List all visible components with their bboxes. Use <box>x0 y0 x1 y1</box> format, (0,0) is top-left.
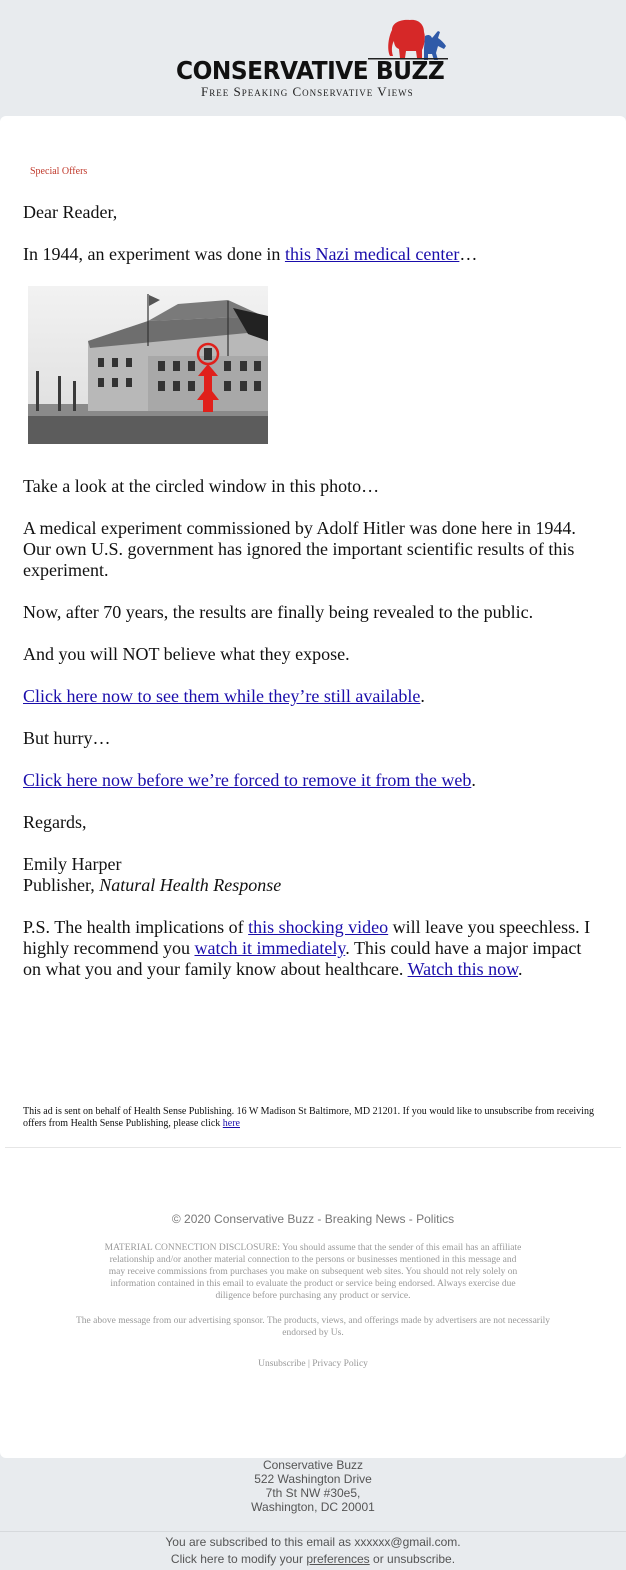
cta-paragraph-1 <box>23 686 598 707</box>
intro-paragraph <box>23 244 598 265</box>
material-disclosure: MATERIAL CONNECTION DISCLOSURE: You should assume that the sender of this email has an affiliate relationship and/or another material connection to the persons or businesses mentioned in this message and may receive commissions from purchases you make on subsequent web sites. You should not rely solely on information contained in this email to evaluate the product or service being endorsed. Always exercise due diligence before purchasing any product or service. <box>104 1243 522 1301</box>
ps-period: . <box>517 959 523 979</box>
unsubscribe-text: or unsubscribe. <box>369 1552 456 1566</box>
hurry-paragraph: But hurry… <box>23 728 111 748</box>
email-card <box>0 116 626 1458</box>
expose-paragraph: And you will NOT believe what they expose. <box>23 644 350 664</box>
cta-link-see-them[interactable]: Click here now to see them while they’re still available <box>23 686 421 706</box>
sender-name: Emily Harper <box>23 854 122 874</box>
intro-text: In 1944, an experiment was done in <box>23 244 285 264</box>
look-paragraph: Take a look at the circled window in this photo… <box>23 476 380 496</box>
copyright: © 2020 Conservative Buzz - Breaking News - Politics <box>171 1212 455 1226</box>
modify-text: Click here to modify your <box>170 1552 307 1566</box>
experiment-paragraph: A medical experiment commissioned by Adolf Hitler was done here in 1944. Our own U.S. government has ignored the important scientific results of this experiment. <box>23 518 576 580</box>
subscribed-email-line: You are subscribed to this email as xxxxxx@gmail.com. <box>165 1535 461 1549</box>
logo-tagline: Free Speaking Conservative Views <box>201 84 414 99</box>
regards: Regards, <box>23 812 87 832</box>
sponsor-legal-notice <box>23 1106 603 1129</box>
special-offers-label: Special Offers <box>30 166 88 177</box>
divider <box>5 1147 621 1148</box>
address-line-4: Washington, DC 20001 <box>251 1500 375 1514</box>
logo[interactable] <box>174 18 454 100</box>
shocking-video-link[interactable]: this shocking video <box>248 917 389 937</box>
ps-text-2: will leave you speechless. I highly recommend you <box>23 917 591 958</box>
revealed-paragraph: Now, after 70 years, the results are finally being revealed to the public. <box>23 602 534 622</box>
mailing-address <box>0 1458 626 1514</box>
footer-links <box>0 1359 626 1369</box>
building-photo[interactable] <box>28 286 268 444</box>
preferences-link[interactable]: preferences <box>306 1552 370 1566</box>
ps-text-1: P.S. The health implications of <box>23 917 249 937</box>
link-separator: | <box>305 1359 313 1369</box>
ps-paragraph <box>23 917 598 980</box>
intro-ellipsis: … <box>459 244 478 264</box>
subscription-notice <box>0 1534 626 1568</box>
address-line-2: 522 Washington Drive <box>254 1472 372 1486</box>
privacy-policy-link[interactable]: Privacy Policy <box>312 1359 368 1369</box>
nazi-medical-center-link[interactable]: this Nazi medical center <box>284 244 460 264</box>
logo-title: CONSERVATIVE BUZZ <box>176 56 445 85</box>
cta-paragraph-2 <box>23 770 598 791</box>
cta-link-before-removed[interactable]: Click here now before we’re forced to remove it from the web <box>23 770 472 790</box>
address-line-3: 7th St NW #30e5, <box>265 1486 361 1500</box>
greeting: Dear Reader, <box>23 202 118 222</box>
modify-line <box>0 1551 626 1568</box>
cta1-period: . <box>420 686 425 706</box>
subscription-divider <box>0 1531 626 1532</box>
sender-role: Publisher, <box>23 875 100 895</box>
legal-text: This ad is sent on behalf of Health Sense Publishing. 16 W Madison St Baltimore, MD 21201. If you would like to unsubscribe from receiving offers from Health Sense Publishing, please click <box>23 1106 594 1129</box>
unsubscribe-here-link[interactable]: here <box>222 1117 240 1129</box>
cta2-period: . <box>471 770 476 790</box>
sender-title <box>23 875 598 896</box>
sponsor-disclaimer: The above message from our advertising sponsor. The products, views, and offerings made by advertisers are not necessarily endorsed by Us. <box>76 1316 550 1338</box>
unsubscribe-link[interactable]: Unsubscribe <box>258 1359 306 1369</box>
ps-text-3: . This could have a major impact on what you and your family know about healthcare. <box>23 938 582 979</box>
email-header <box>0 0 626 116</box>
signature <box>23 854 598 896</box>
watch-immediately-link[interactable]: watch it immediately <box>194 938 346 958</box>
sender-publication: Natural Health Response <box>99 875 282 895</box>
email-body <box>23 202 598 1001</box>
watch-now-link[interactable]: Watch this now <box>407 959 518 979</box>
address-line-1: Conservative Buzz <box>262 1458 364 1472</box>
